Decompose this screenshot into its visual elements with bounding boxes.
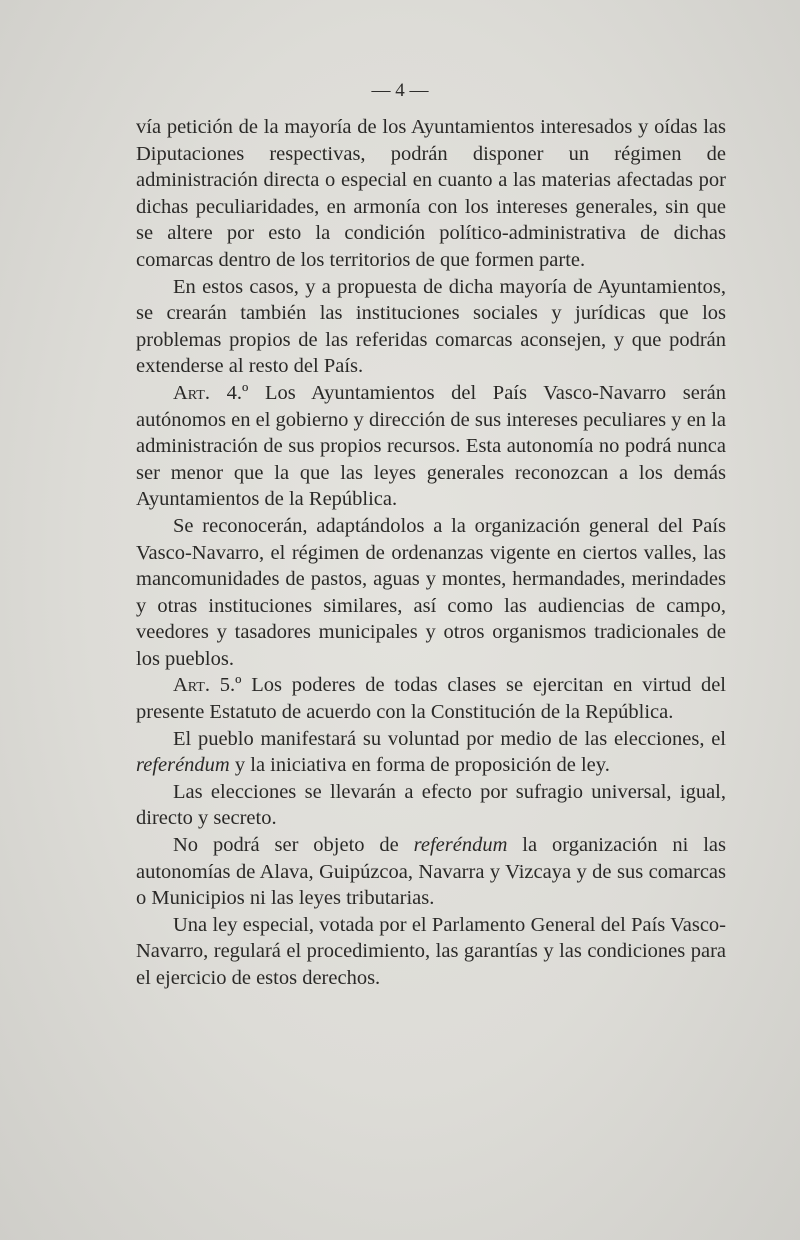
paragraph-instituciones: Se reconocerán, adaptándolos a la organización general del País Vasco-Navarro, el régimen de ordenanzas vigente en ciertos valles, las mancomunidades de pastos, aguas y montes, hermandades, merindades y otras instituciones similares, así como las audiencias de campo, veedores y tasadores municipales y otros organismos tradicionales de los pueblos.: [136, 514, 726, 670]
paragraph-continuation: vía petición de la mayoría de los Ayuntamientos interesados y oídas las Diputaciones respectivas, podrán disponer un régimen de administración directa o especial en cuanto a las materias afectadas por dichas peculiaridades, en armonía con los intereses generales, sin que se altere por esto la condición político-administrativa de dichas comarcas dentro de los territorios de que formen parte.: [136, 116, 726, 271]
paragraph-referendum-a: No podrá ser objeto de: [173, 834, 414, 857]
article-5-label: Art. 5.º: [173, 674, 242, 697]
paragraph-elecciones: Las elecciones se llevarán a efecto por sufragio universal, igual, directo y secreto.: [136, 780, 726, 830]
referendum-term-2: referéndum: [413, 834, 508, 857]
article-5-text: Los poderes de todas clases se ejercitan en virtud del presente Estatuto de acuerdo con la Constitución de la República.: [136, 674, 726, 724]
paragraph-voluntad-b: y la iniciativa en forma de proposición de ley.: [229, 754, 610, 777]
paragraph-voluntad-a: El pueblo manifestará su voluntad por medio de las elecciones, el: [173, 727, 726, 750]
paragraph-comarcas: En estos casos, y a propuesta de dicha mayoría de Ayuntamientos, se crearán también las instituciones sociales y jurídicas que los problemas propios de las referidas comarcas aconsejen, y que podrán extenderse al resto del País.: [136, 275, 726, 378]
paragraph-ley-especial: Una ley especial, votada por el Parlamento General del País Vasco-Navarro, regulará el procedimiento, las garantías y las condiciones para el ejercicio de estos derechos.: [136, 913, 726, 989]
paragraph-voluntad: [136, 726, 726, 779]
paragraph-referendum-b: la organización ni las autonomías de Alava, Guipúzcoa, Navarra y Vizcaya y de sus comarcas o Municipios ni las leyes tributarias.: [136, 834, 726, 910]
referendum-term: referéndum: [136, 754, 230, 777]
article-5: [136, 672, 726, 725]
paragraph-referendum-limits: [136, 832, 726, 912]
article-4: [136, 380, 726, 513]
article-4-label: Art. 4.º: [173, 381, 249, 404]
body-text: [136, 114, 726, 992]
page-number: — 4 —: [371, 80, 429, 101]
article-4-text: Los Ayuntamientos del País Vasco-Navarro serán autónomos en el gobierno y dirección de sus intereses peculiares y en la administración de sus propios recursos. Esta autonomía no podrá nunca ser menor que la que las leyes generales reconozcan a los demás Ayuntamientos de la República.: [136, 381, 727, 511]
